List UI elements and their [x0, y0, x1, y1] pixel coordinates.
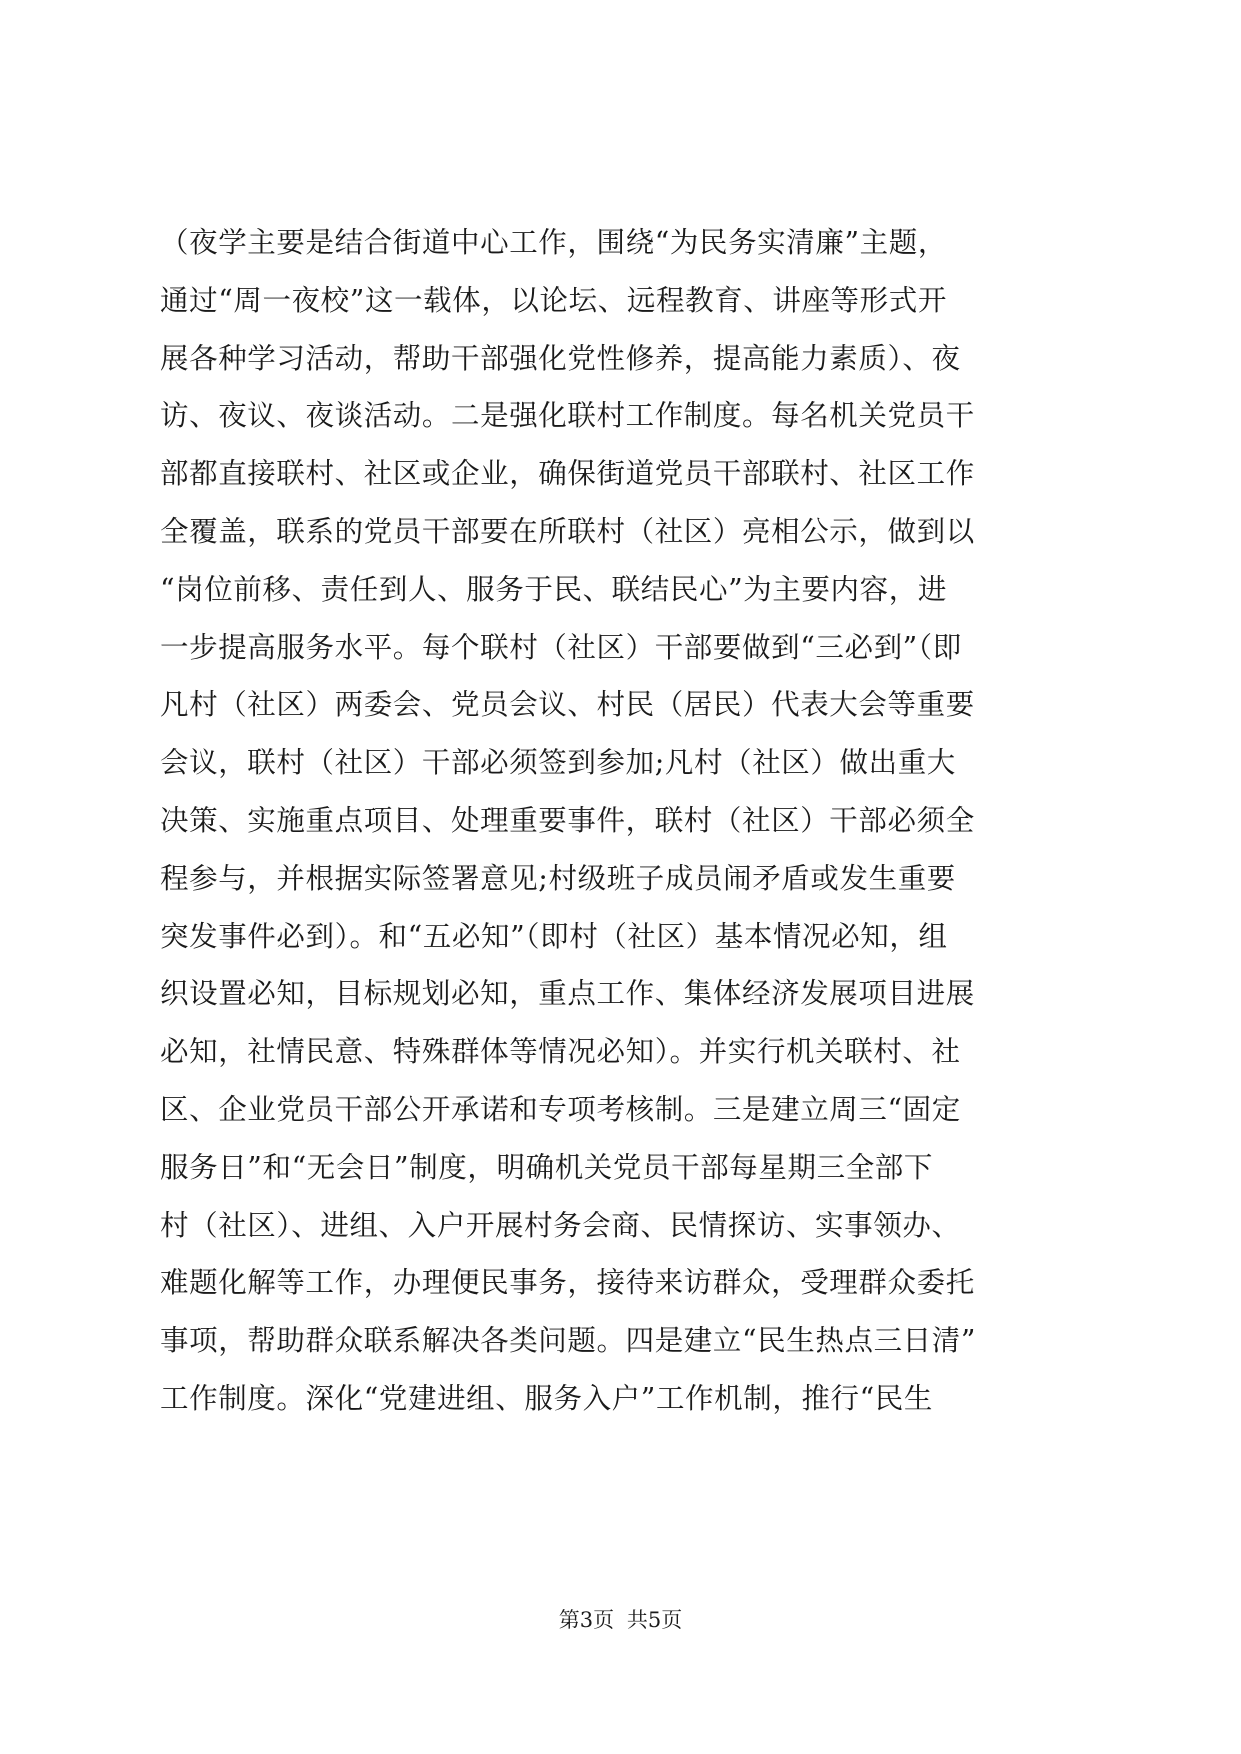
- text-line: 区、企业党员干部公开承诺和专项考核制。三是建立周三“固定: [160, 1092, 961, 1126]
- text-line: 难题化解等工作，办理便民事务，接待来访群众，受理群众委托: [160, 1266, 975, 1300]
- page-footer: [0, 1607, 1241, 1633]
- text-line: 全覆盖，联系的党员干部要在所联村（社区）亮相公示，做到以: [160, 514, 975, 548]
- text-line: 服务日”和“无会日”制度，明确机关党员干部每星期三全部下: [160, 1150, 934, 1184]
- body-text: [160, 214, 1100, 1428]
- page-number: 第3页: [558, 1608, 615, 1632]
- text-line: 突发事件必到）。和“五必知”（即村（社区）基本情况必知，组: [160, 919, 948, 953]
- text-line: 一步提高服务水平。每个联村（社区）干部要做到“三必到”（即: [160, 630, 962, 664]
- text-line: 村（社区）、进组、入户开展村务会商、民情探访、实事领办、: [160, 1208, 961, 1242]
- text-line: 事项，帮助群众联系解决各类问题。四是建立“民生热点三日清”: [160, 1324, 977, 1358]
- text-line: 决策、实施重点项目、处理重要事件，联村（社区）干部必须全: [160, 803, 975, 837]
- text-line: 工作制度。深化“党建进组、服务入户”工作机制，推行“民生: [160, 1381, 934, 1415]
- text-line: 会议，联村（社区）干部必须签到参加;凡村（社区）做出重大: [160, 746, 956, 780]
- text-line: 必知，社情民意、特殊群体等情况必知）。并实行机关联村、社: [160, 1035, 961, 1069]
- text-line: （夜学主要是结合街道中心工作，围绕“为民务实清廉”主题，: [160, 226, 947, 259]
- text-line: 凡村（社区）两委会、党员会议、村民（居民）代表大会等重要: [160, 688, 975, 722]
- text-line: 访、夜议、夜谈活动。二是强化联村工作制度。每名机关党员干: [160, 399, 975, 433]
- text-line: 程参与，并根据实际签署意见;村级班子成员闹矛盾或发生重要: [160, 861, 956, 895]
- text-line: “岗位前移、责任到人、服务于民、联结民心”为主要内容，进: [160, 572, 947, 606]
- text-line: 部都直接联村、社区或企业，确保街道党员干部联村、社区工作: [160, 457, 975, 491]
- text-line: 通过“周一夜校”这一载体，以论坛、远程教育、讲座等形式开: [160, 283, 947, 317]
- page-total: 共5页: [626, 1608, 683, 1632]
- text-line: 织设置必知，目标规划必知，重点工作、集体经济发展项目进展: [160, 977, 975, 1011]
- text-line: 展各种学习活动，帮助干部强化党性修养，提高能力素质）、夜: [160, 341, 961, 375]
